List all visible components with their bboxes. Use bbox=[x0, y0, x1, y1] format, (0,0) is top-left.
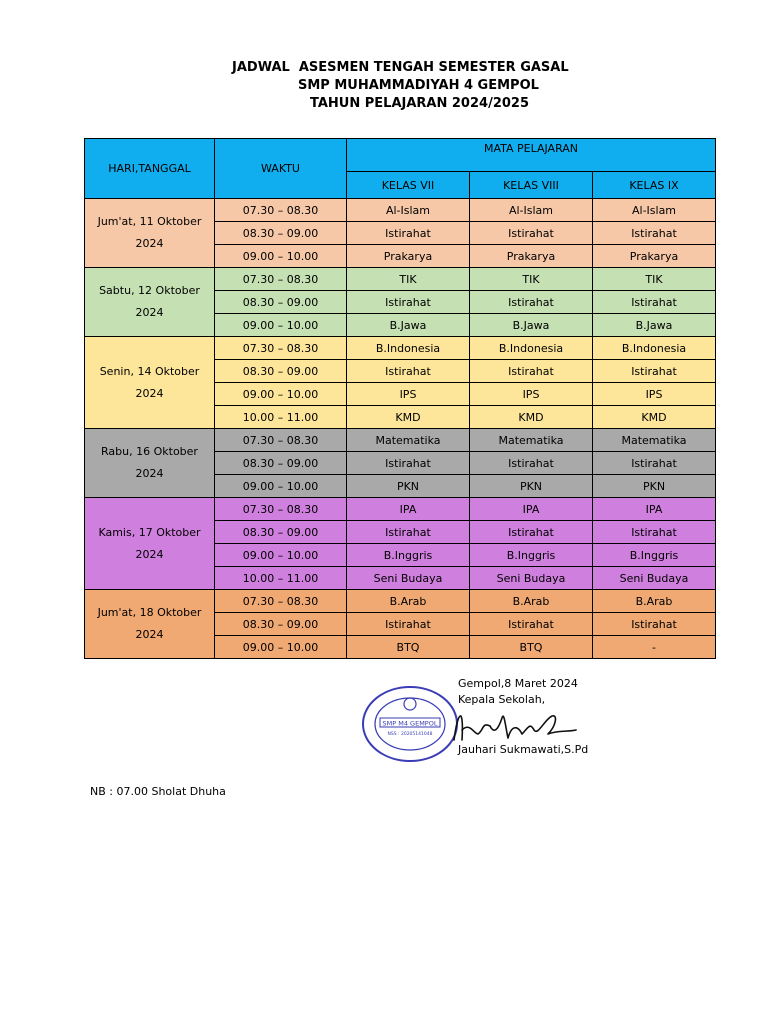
time-cell: 08.30 – 09.00 bbox=[215, 521, 347, 544]
subject-cell: IPA bbox=[470, 498, 593, 521]
day-date-cell: Senin, 14 Oktober 2024 bbox=[85, 337, 215, 429]
signature-role: Kepala Sekolah, bbox=[458, 693, 546, 706]
subject-cell: KMD bbox=[593, 406, 716, 429]
subject-cell: B.Indonesia bbox=[470, 337, 593, 360]
subject-cell: Istirahat bbox=[470, 360, 593, 383]
day-date-cell: Jum'at, 18 Oktober 2024 bbox=[85, 590, 215, 659]
subject-cell: Istirahat bbox=[470, 521, 593, 544]
subject-cell: Istirahat bbox=[470, 291, 593, 314]
signature-place-date: Gempol,8 Maret 2024 bbox=[458, 677, 578, 690]
stamp-nss: NSS : 20205141048 bbox=[387, 732, 433, 737]
day-date-cell: Kamis, 17 Oktober 2024 bbox=[85, 498, 215, 590]
subject-cell: B.Jawa bbox=[470, 314, 593, 337]
time-cell: 07.30 – 08.30 bbox=[215, 590, 347, 613]
time-cell: 10.00 – 11.00 bbox=[215, 406, 347, 429]
subject-cell: PKN bbox=[347, 475, 470, 498]
school-name: SMP MUHAMMADIYAH 4 GEMPOL bbox=[298, 78, 539, 93]
time-cell: 10.00 – 11.00 bbox=[215, 567, 347, 590]
time-cell: 07.30 – 08.30 bbox=[215, 199, 347, 222]
subject-cell: IPA bbox=[593, 498, 716, 521]
subject-cell: BTQ bbox=[470, 636, 593, 659]
time-cell: 08.30 – 09.00 bbox=[215, 222, 347, 245]
day-date-cell: Jum'at, 11 Oktober 2024 bbox=[85, 199, 215, 268]
subject-cell: Istirahat bbox=[347, 222, 470, 245]
time-cell: 08.30 – 09.00 bbox=[215, 613, 347, 636]
time-cell: 08.30 – 09.00 bbox=[215, 452, 347, 475]
table-row bbox=[85, 268, 716, 291]
time-cell: 09.00 – 10.00 bbox=[215, 475, 347, 498]
subject-cell: - bbox=[593, 636, 716, 659]
subject-cell: Istirahat bbox=[593, 521, 716, 544]
exam-schedule-table bbox=[84, 138, 716, 659]
table-row bbox=[85, 590, 716, 613]
subject-cell: Istirahat bbox=[593, 360, 716, 383]
subject-cell: TIK bbox=[593, 268, 716, 291]
subject-cell: Istirahat bbox=[593, 452, 716, 475]
header-subjects: MATA PELAJARAN bbox=[347, 139, 716, 172]
subject-cell: Prakarya bbox=[593, 245, 716, 268]
subject-cell: Al-Islam bbox=[347, 199, 470, 222]
subject-cell: Matematika bbox=[470, 429, 593, 452]
subject-cell: B.Arab bbox=[470, 590, 593, 613]
time-cell: 07.30 – 08.30 bbox=[215, 337, 347, 360]
subject-cell: B.Jawa bbox=[347, 314, 470, 337]
subject-cell: IPS bbox=[470, 383, 593, 406]
stamp-label: SMP M4 GEMPOL bbox=[382, 719, 438, 728]
header-class-8: KELAS VIII bbox=[470, 172, 593, 199]
subject-cell: B.Inggris bbox=[470, 544, 593, 567]
subject-cell: Istirahat bbox=[347, 360, 470, 383]
table-row bbox=[85, 498, 716, 521]
subject-cell: Matematika bbox=[347, 429, 470, 452]
header-day-date: HARI,TANGGAL bbox=[85, 139, 215, 199]
schedule-body bbox=[85, 199, 716, 659]
subject-cell: Al-Islam bbox=[593, 199, 716, 222]
subject-cell: Istirahat bbox=[347, 521, 470, 544]
time-cell: 09.00 – 10.00 bbox=[215, 383, 347, 406]
day-date-cell: Sabtu, 12 Oktober 2024 bbox=[85, 268, 215, 337]
subject-cell: PKN bbox=[470, 475, 593, 498]
subject-cell: IPS bbox=[593, 383, 716, 406]
time-cell: 09.00 – 10.00 bbox=[215, 245, 347, 268]
header-class-9: KELAS IX bbox=[593, 172, 716, 199]
subject-cell: Istirahat bbox=[347, 452, 470, 475]
subject-cell: Istirahat bbox=[593, 222, 716, 245]
subject-cell: KMD bbox=[470, 406, 593, 429]
subject-cell: Seni Budaya bbox=[593, 567, 716, 590]
subject-cell: IPS bbox=[347, 383, 470, 406]
subject-cell: Istirahat bbox=[593, 613, 716, 636]
subject-cell: Al-Islam bbox=[470, 199, 593, 222]
table-row bbox=[85, 199, 716, 222]
header-time: WAKTU bbox=[215, 139, 347, 199]
day-date-cell: Rabu, 16 Oktober 2024 bbox=[85, 429, 215, 498]
subject-cell: Istirahat bbox=[470, 222, 593, 245]
subject-cell: B.Indonesia bbox=[347, 337, 470, 360]
subject-cell: Matematika bbox=[593, 429, 716, 452]
school-stamp bbox=[360, 684, 460, 764]
subject-cell: Istirahat bbox=[593, 291, 716, 314]
subject-cell: B.Indonesia bbox=[593, 337, 716, 360]
table-row bbox=[85, 337, 716, 360]
subject-cell: B.Arab bbox=[347, 590, 470, 613]
subject-cell: B.Jawa bbox=[593, 314, 716, 337]
subject-cell: Seni Budaya bbox=[347, 567, 470, 590]
subject-cell: TIK bbox=[347, 268, 470, 291]
subject-cell: KMD bbox=[347, 406, 470, 429]
subject-cell: Seni Budaya bbox=[470, 567, 593, 590]
time-cell: 09.00 – 10.00 bbox=[215, 544, 347, 567]
header-class-7: KELAS VII bbox=[347, 172, 470, 199]
subject-cell: PKN bbox=[593, 475, 716, 498]
academic-year: TAHUN PELAJARAN 2024/2025 bbox=[310, 96, 530, 111]
note: NB : 07.00 Sholat Dhuha bbox=[90, 785, 226, 798]
subject-cell: B.Arab bbox=[593, 590, 716, 613]
subject-cell: BTQ bbox=[347, 636, 470, 659]
time-cell: 09.00 – 10.00 bbox=[215, 636, 347, 659]
subject-cell: Prakarya bbox=[470, 245, 593, 268]
subject-cell: IPA bbox=[347, 498, 470, 521]
time-cell: 07.30 – 08.30 bbox=[215, 268, 347, 291]
time-cell: 07.30 – 08.30 bbox=[215, 429, 347, 452]
signature-name: Jauhari Sukmawati,S.Pd bbox=[458, 743, 589, 756]
subject-cell: Istirahat bbox=[347, 613, 470, 636]
subject-cell: B.Inggris bbox=[593, 544, 716, 567]
subject-cell: B.Inggris bbox=[347, 544, 470, 567]
time-cell: 09.00 – 10.00 bbox=[215, 314, 347, 337]
subject-cell: Istirahat bbox=[347, 291, 470, 314]
time-cell: 08.30 – 09.00 bbox=[215, 360, 347, 383]
subject-cell: Istirahat bbox=[470, 452, 593, 475]
document-title: JADWAL ASESMEN TENGAH SEMESTER GASAL bbox=[232, 60, 569, 75]
table-row bbox=[85, 429, 716, 452]
time-cell: 07.30 – 08.30 bbox=[215, 498, 347, 521]
subject-cell: TIK bbox=[470, 268, 593, 291]
subject-cell: Istirahat bbox=[470, 613, 593, 636]
subject-cell: Prakarya bbox=[347, 245, 470, 268]
time-cell: 08.30 – 09.00 bbox=[215, 291, 347, 314]
